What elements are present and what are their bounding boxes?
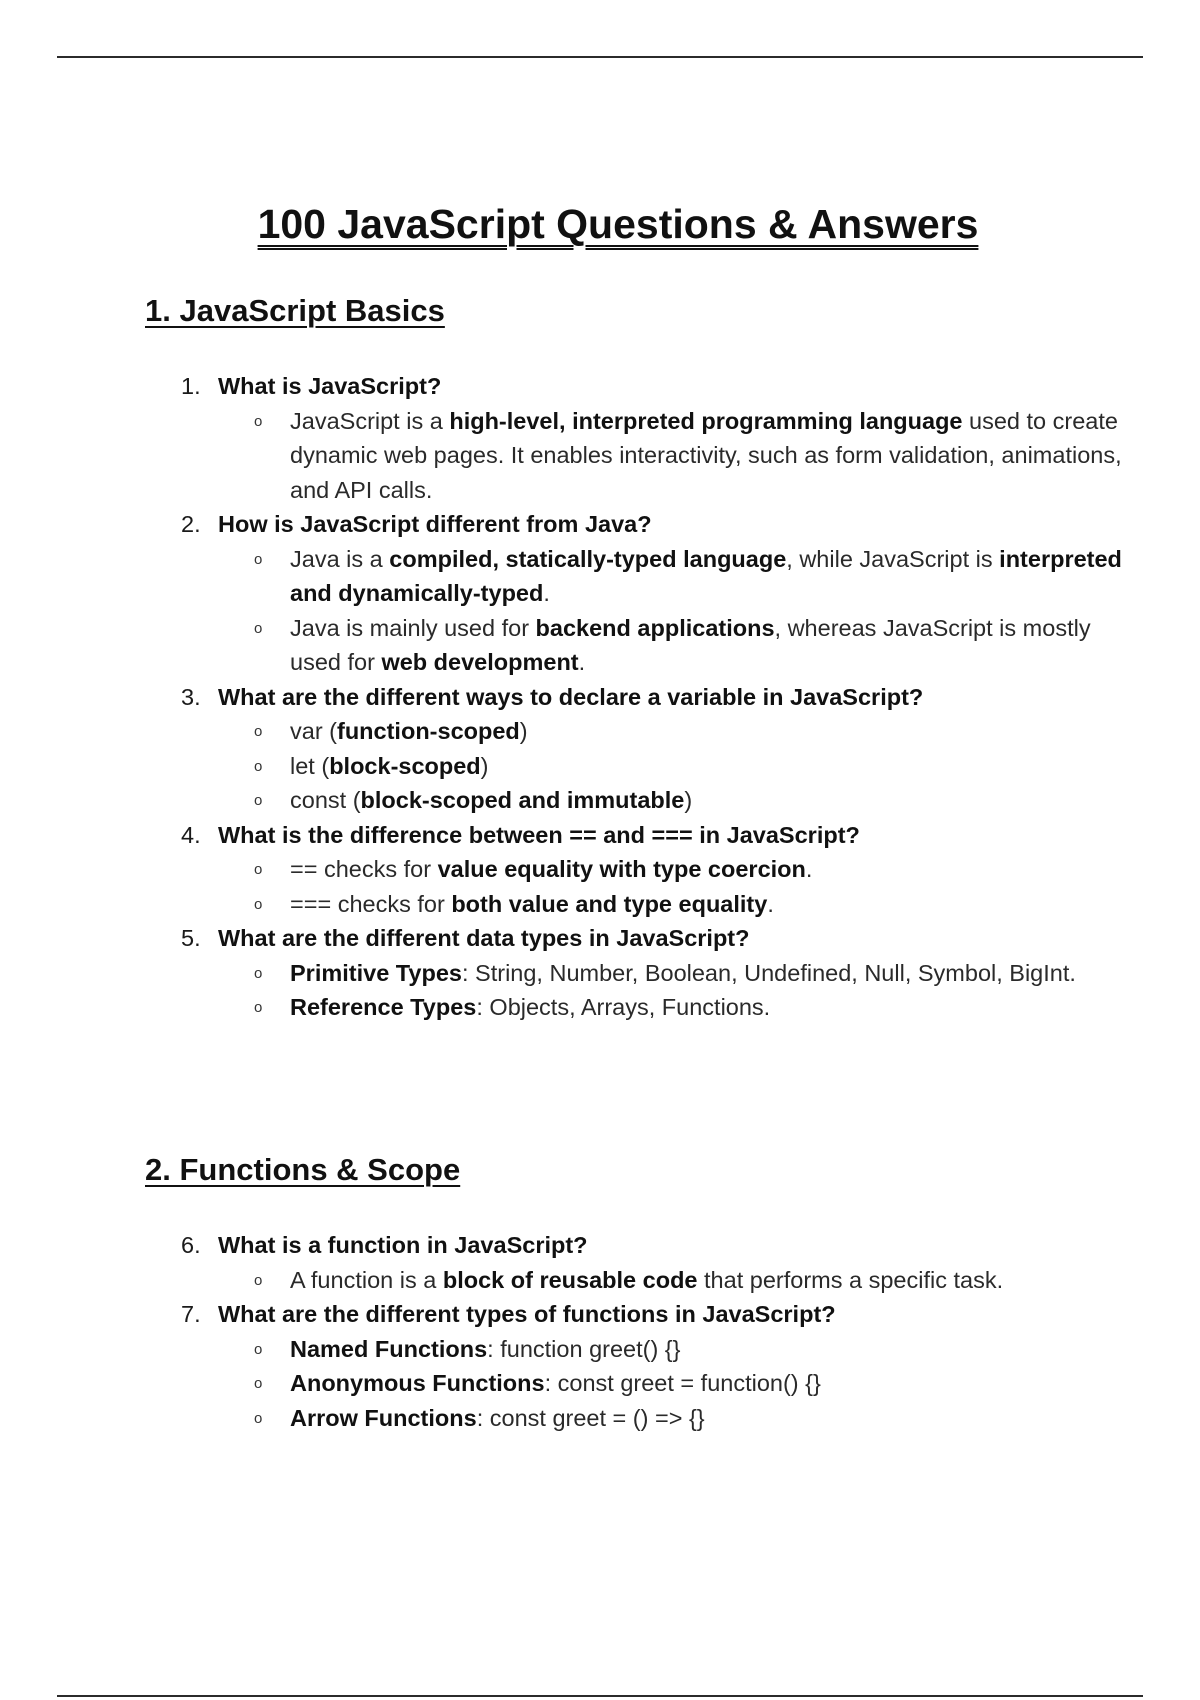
question-number: 7. bbox=[181, 1301, 201, 1327]
question-number: 1. bbox=[181, 373, 201, 399]
bullet-icon: o bbox=[254, 964, 263, 982]
bullet-icon: o bbox=[254, 861, 263, 878]
answer-item bbox=[218, 956, 1125, 991]
answer-bold-text: Primitive Types bbox=[290, 959, 462, 986]
top-rule bbox=[57, 56, 1143, 58]
question-number: 5. bbox=[181, 925, 201, 951]
bottom-rule bbox=[57, 1695, 1143, 1697]
bullet-icon: o bbox=[254, 1271, 263, 1289]
bullet-icon: o bbox=[254, 999, 263, 1016]
answer-bold-text: web development bbox=[381, 649, 579, 675]
answer-bold-text: value equality with type coercion bbox=[437, 856, 806, 882]
answer-text: JavaScript is a bbox=[290, 407, 450, 434]
answer-list bbox=[218, 852, 1125, 921]
answer-item bbox=[218, 990, 1125, 1025]
answer-list bbox=[218, 1263, 1125, 1298]
answer-text: . bbox=[767, 890, 774, 917]
answer-item bbox=[218, 887, 1125, 922]
section-heading-text: 1. JavaScript Basics bbox=[145, 293, 445, 328]
bullet-icon: o bbox=[254, 1340, 263, 1358]
answer-item bbox=[218, 783, 1125, 818]
section-javascript-basics bbox=[145, 289, 1125, 1025]
answer-bold-text: high-level, interpreted programming language bbox=[449, 407, 963, 434]
answer-text: : String, Number, Boolean, Undefined, Null, Symbol, BigInt. bbox=[461, 959, 1076, 986]
answer-text: ) bbox=[480, 752, 489, 779]
answer-text: Java is mainly used for bbox=[290, 614, 536, 641]
answer-item bbox=[218, 1263, 1125, 1298]
answer-bold-text: interpreted and dynamically-typed bbox=[290, 545, 1122, 606]
section-heading bbox=[145, 289, 1125, 333]
answer-bold-text: Arrow Functions bbox=[290, 1404, 477, 1431]
answer-bold-text: Reference Types bbox=[290, 994, 477, 1020]
answer-list bbox=[218, 404, 1125, 508]
answer-text: ) bbox=[684, 787, 693, 813]
question-item bbox=[145, 1228, 1125, 1297]
answer-text: Java is a bbox=[290, 545, 390, 572]
answer-text: . bbox=[578, 649, 586, 675]
question-text: What is the difference between == and === in JavaScript? bbox=[218, 821, 860, 848]
answer-bold-text: block of reusable code bbox=[442, 1266, 698, 1293]
question-list bbox=[145, 369, 1125, 1025]
document-title bbox=[0, 198, 1200, 250]
answer-text: var ( bbox=[290, 718, 337, 744]
bullet-icon: o bbox=[254, 1375, 263, 1392]
bullet-icon: o bbox=[254, 792, 263, 809]
answer-list bbox=[218, 714, 1125, 818]
question-text: What are the different types of functions in JavaScript? bbox=[218, 1301, 836, 1327]
question-number: 6. bbox=[181, 1232, 201, 1258]
answer-list bbox=[218, 956, 1125, 1025]
answer-item bbox=[218, 404, 1125, 508]
answer-item bbox=[218, 542, 1125, 611]
answer-text: . bbox=[543, 580, 550, 606]
answer-text: that performs a specific task. bbox=[697, 1266, 1004, 1293]
bullet-icon: o bbox=[254, 757, 263, 775]
question-number: 4. bbox=[181, 821, 201, 848]
question-item bbox=[145, 1297, 1125, 1435]
document-title-text: 100 JavaScript Questions & Answers bbox=[257, 201, 979, 247]
answer-item bbox=[218, 1401, 1125, 1436]
answer-text: let ( bbox=[290, 752, 330, 779]
answer-text: ) bbox=[519, 718, 528, 744]
bullet-icon: o bbox=[254, 895, 263, 913]
question-item bbox=[145, 369, 1125, 507]
section-heading bbox=[145, 1148, 1125, 1192]
question-item bbox=[145, 921, 1125, 1025]
question-item bbox=[145, 680, 1125, 818]
answer-text: == checks for bbox=[290, 856, 438, 882]
answer-text: , while JavaScript is bbox=[786, 545, 1000, 572]
answer-list bbox=[218, 1332, 1125, 1436]
answer-text: === checks for bbox=[290, 890, 452, 917]
answer-bold-text: block-scoped and immutable bbox=[360, 787, 685, 813]
question-text: What is JavaScript? bbox=[218, 373, 442, 399]
question-text: What is a function in JavaScript? bbox=[218, 1232, 588, 1258]
question-item bbox=[145, 818, 1125, 922]
question-list bbox=[145, 1228, 1125, 1435]
answer-bold-text: backend applications bbox=[535, 614, 775, 641]
answer-bold-text: block-scoped bbox=[329, 752, 481, 779]
answer-bold-text: compiled, statically-typed language bbox=[389, 545, 787, 572]
question-item bbox=[145, 507, 1125, 680]
answer-bold-text: Named Functions bbox=[290, 1335, 488, 1362]
answer-text: . bbox=[805, 856, 813, 882]
answer-item bbox=[218, 611, 1125, 680]
answer-list bbox=[218, 542, 1125, 680]
question-text: What are the different data types in JavaScript? bbox=[218, 925, 750, 951]
answer-item bbox=[218, 852, 1125, 887]
bullet-icon: o bbox=[254, 1409, 263, 1427]
answer-bold-text: function-scoped bbox=[337, 718, 520, 744]
answer-text: : function greet() {} bbox=[487, 1335, 681, 1362]
answer-text: const ( bbox=[290, 787, 361, 813]
answer-text: : Objects, Arrays, Functions. bbox=[476, 994, 771, 1020]
answer-text: , whereas JavaScript is mostly used for bbox=[290, 614, 1091, 675]
bullet-icon: o bbox=[254, 550, 263, 568]
question-number: 2. bbox=[181, 511, 201, 537]
answer-text: : const greet = () => {} bbox=[476, 1404, 705, 1431]
answer-text: A function is a bbox=[290, 1266, 443, 1293]
answer-item bbox=[218, 714, 1125, 749]
answer-bold-text: both value and type equality bbox=[451, 890, 768, 917]
answer-text: used to create dynamic web pages. It enables interactivity, such as form validation, animations, and API calls. bbox=[290, 407, 1122, 503]
answer-bold-text: Anonymous Functions bbox=[290, 1370, 545, 1396]
bullet-icon: o bbox=[254, 723, 263, 740]
question-text: What are the different ways to declare a variable in JavaScript? bbox=[218, 683, 924, 710]
section-functions-scope bbox=[145, 1148, 1125, 1435]
answer-text: : const greet = function() {} bbox=[544, 1370, 821, 1396]
section-heading-text: 2. Functions & Scope bbox=[145, 1152, 461, 1187]
bullet-icon: o bbox=[254, 619, 263, 637]
bullet-icon: o bbox=[254, 412, 263, 430]
question-text: How is JavaScript different from Java? bbox=[218, 511, 652, 537]
answer-item bbox=[218, 1332, 1125, 1367]
answer-item bbox=[218, 749, 1125, 784]
question-number: 3. bbox=[181, 683, 201, 710]
answer-item bbox=[218, 1366, 1125, 1401]
